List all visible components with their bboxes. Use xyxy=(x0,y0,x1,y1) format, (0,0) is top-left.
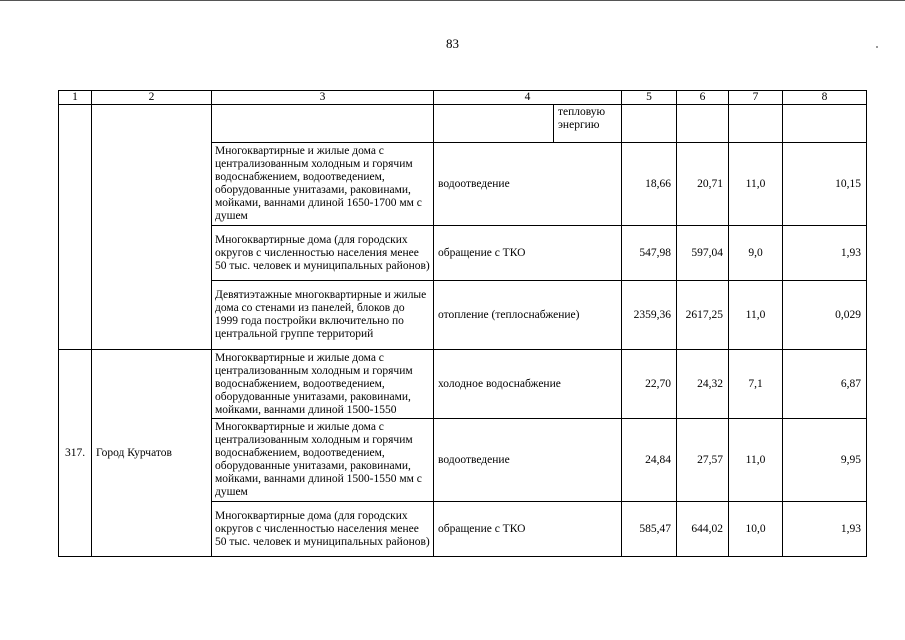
scan-speck xyxy=(876,46,878,48)
row-description: Многоквартирные и жилые дома с централизованным холодным и горячим водоснабжением, водоотведением, оборудованные унитазами, раковинами, мойками, ваннами длиной 1500-1550 xyxy=(212,350,434,419)
scan-top-edge xyxy=(0,0,905,1)
cell-name-empty xyxy=(92,105,212,350)
row-value-5: 22,70 xyxy=(622,350,677,419)
row-description: Многоквартирные и жилые дома с централизованным холодным и горячим водоснабжением, водоотведением, оборудованные унитазами, раковинами, мойками, ваннами длиной 1500-1550 мм с душем xyxy=(212,419,434,502)
cell-empty xyxy=(677,105,729,143)
cell-service-empty xyxy=(434,105,554,143)
row-value-8: 6,87 xyxy=(783,350,867,419)
col-header-5: 5 xyxy=(622,91,677,105)
col-header-7: 7 xyxy=(729,91,783,105)
row-value-8: 0,029 xyxy=(783,281,867,350)
row-value-7: 11,0 xyxy=(729,419,783,502)
col-header-3: 3 xyxy=(212,91,434,105)
tariff-table xyxy=(58,90,867,557)
row-value-5: 18,66 xyxy=(622,143,677,226)
row-value-5: 585,47 xyxy=(622,502,677,557)
cell-empty xyxy=(622,105,677,143)
row-value-6: 597,04 xyxy=(677,226,729,281)
row-value-7: 9,0 xyxy=(729,226,783,281)
row-value-8: 10,15 xyxy=(783,143,867,226)
row-value-7: 11,0 xyxy=(729,143,783,226)
row-description: Девятиэтажные многоквартирные и жилые дома со стенами из панелей, блоков до 1999 года постройки включительно по центральной группе территорий xyxy=(212,281,434,350)
row-service: водоотведение xyxy=(434,419,622,502)
row-description: Многоквартирные дома (для городских округов с численностью населения менее 50 тыс. человек и муниципальных районов) xyxy=(212,226,434,281)
cell-desc-empty xyxy=(212,105,434,143)
col-header-8: 8 xyxy=(783,91,867,105)
table-row-continuation xyxy=(59,105,867,143)
row-description: Многоквартирные дома (для городских округов с численностью населения менее 50 тыс. человек и муниципальных районов) xyxy=(212,502,434,557)
settlement-name: Город Курчатов xyxy=(92,350,212,557)
row-value-7: 10,0 xyxy=(729,502,783,557)
col-header-1: 1 xyxy=(59,91,92,105)
cell-empty xyxy=(783,105,867,143)
row-value-6: 24,32 xyxy=(677,350,729,419)
row-value-8: 9,95 xyxy=(783,419,867,502)
row-value-6: 27,57 xyxy=(677,419,729,502)
row-value-7: 11,0 xyxy=(729,281,783,350)
row-value-6: 644,02 xyxy=(677,502,729,557)
col-header-6: 6 xyxy=(677,91,729,105)
row-value-6: 20,71 xyxy=(677,143,729,226)
row-value-5: 24,84 xyxy=(622,419,677,502)
row-value-5: 547,98 xyxy=(622,226,677,281)
row-description: Многоквартирные и жилые дома с централизованным холодным и горячим водоснабжением, водоотведением, оборудованные унитазами, раковинами, мойками, ваннами длиной 1650-1700 мм с душем xyxy=(212,143,434,226)
settlement-number: 317. xyxy=(59,350,92,557)
table-row xyxy=(59,350,867,419)
cell-num-empty xyxy=(59,105,92,350)
row-value-8: 1,93 xyxy=(783,226,867,281)
column-header-row xyxy=(59,91,867,105)
row-value-5: 2359,36 xyxy=(622,281,677,350)
row-value-8: 1,93 xyxy=(783,502,867,557)
row-service: водоотведение xyxy=(434,143,622,226)
row-value-7: 7,1 xyxy=(729,350,783,419)
page-number: 83 xyxy=(446,36,459,51)
row-service: обращение с ТКО xyxy=(434,226,622,281)
row-value-6: 2617,25 xyxy=(677,281,729,350)
cell-service-sub: тепловую энергию xyxy=(554,105,622,143)
row-service: отопление (теплоснабжение) xyxy=(434,281,622,350)
col-header-4: 4 xyxy=(434,91,622,105)
cell-empty xyxy=(729,105,783,143)
col-header-2: 2 xyxy=(92,91,212,105)
row-service: холодное водоснабжение xyxy=(434,350,622,419)
row-service: обращение с ТКО xyxy=(434,502,622,557)
